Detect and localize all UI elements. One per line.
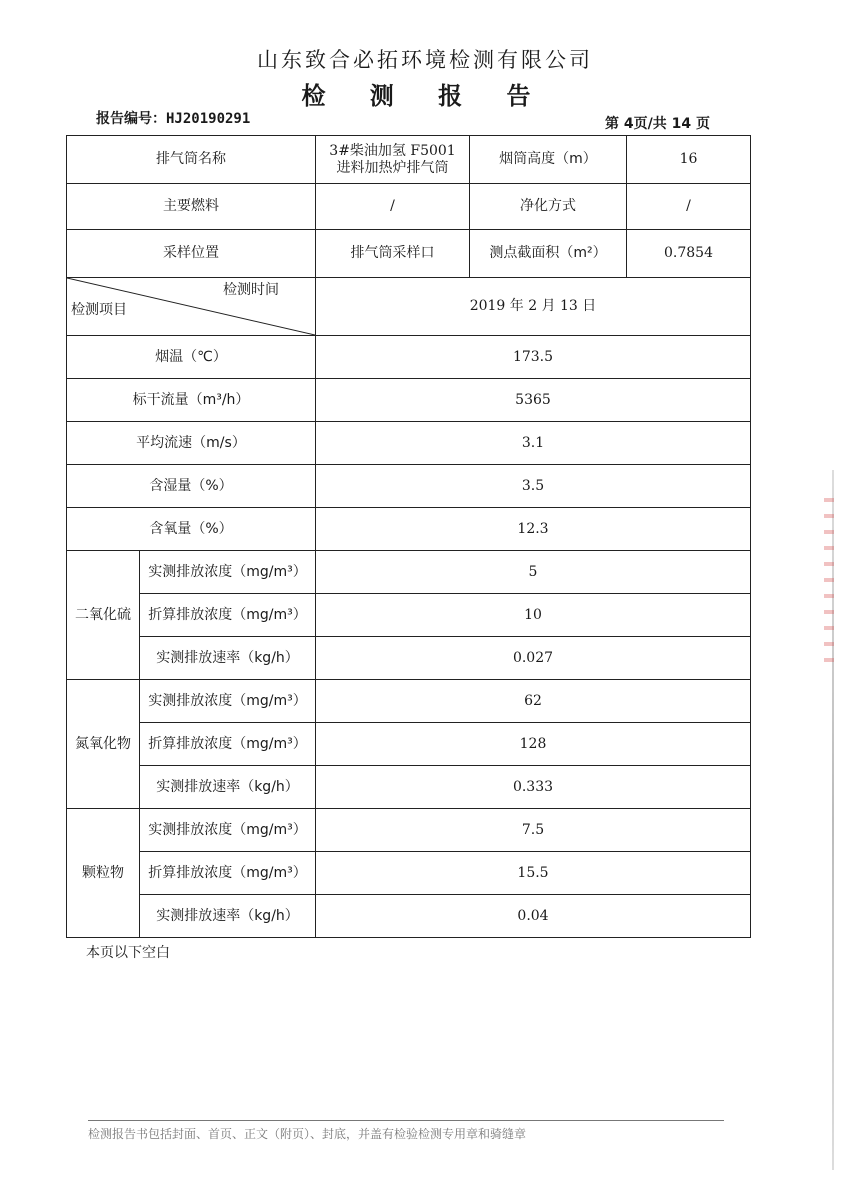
seal-mark — [824, 498, 834, 668]
fuel-row — [67, 184, 751, 230]
measure-label: 折算排放浓度（mg/m³） — [140, 594, 316, 637]
sampling-value: 排气筒采样口 — [316, 230, 470, 278]
pollutant-row — [67, 723, 751, 766]
purification-value: / — [627, 184, 751, 230]
stack-name-label: 排气筒名称 — [67, 136, 316, 184]
param-value: 12.3 — [316, 508, 751, 551]
sampling-label: 采样位置 — [67, 230, 316, 278]
measure-value: 15.5 — [316, 852, 751, 895]
purification-label: 净化方式 — [470, 184, 627, 230]
stack-height-label: 烟筒高度（m） — [470, 136, 627, 184]
measure-label: 实测排放浓度（mg/m³） — [140, 680, 316, 723]
item-header-label: 检测项目 — [71, 302, 127, 318]
sampling-row — [67, 230, 751, 278]
test-date: 2019 年 2 月 13 日 — [316, 278, 751, 336]
param-label: 含湿量（%） — [67, 465, 316, 508]
param-value: 3.1 — [316, 422, 751, 465]
diagonal-header-cell — [67, 278, 316, 336]
report-title: 检 测 报 告 — [301, 82, 549, 110]
footer-note: 检测报告书包括封面、首页、正文（附页）、封底，并盖有检验检测专用章和骑缝章 — [88, 1127, 527, 1141]
measure-value: 0.027 — [316, 637, 751, 680]
time-header-label: 检测时间 — [223, 282, 279, 298]
pollutant-row — [67, 852, 751, 895]
measure-value: 128 — [316, 723, 751, 766]
area-value: 0.7854 — [627, 230, 751, 278]
test-results-table — [66, 135, 751, 938]
stack-name-line-1: 3#柴油加氢 F5001 — [329, 142, 456, 159]
pollutant-row — [67, 680, 751, 723]
measure-label: 实测排放速率（kg/h） — [140, 895, 316, 938]
param-label: 平均流速（m/s） — [67, 422, 316, 465]
company-name: 山东致合必拓环境检测有限公司 — [257, 48, 593, 72]
measure-label: 实测排放浓度（mg/m³） — [140, 809, 316, 852]
pollutant-name: 颗粒物 — [67, 809, 140, 938]
measure-label: 实测排放浓度（mg/m³） — [140, 551, 316, 594]
param-value: 5365 — [316, 379, 751, 422]
measure-value: 0.333 — [316, 766, 751, 809]
measure-value: 5 — [316, 551, 751, 594]
measure-label: 折算排放浓度（mg/m³） — [140, 723, 316, 766]
param-label: 标干流量（m³/h） — [67, 379, 316, 422]
footer-divider — [88, 1120, 724, 1121]
param-row — [67, 508, 751, 551]
area-label: 测点截面积（m²） — [470, 230, 627, 278]
measure-value: 62 — [316, 680, 751, 723]
fuel-label: 主要燃料 — [67, 184, 316, 230]
param-label: 烟温（℃） — [67, 336, 316, 379]
pollutant-row — [67, 895, 751, 938]
pollutant-row — [67, 637, 751, 680]
pollutant-name: 氮氧化物 — [67, 680, 140, 809]
pollutant-name: 二氧化硫 — [67, 551, 140, 680]
measure-label: 实测排放速率（kg/h） — [140, 766, 316, 809]
measure-value: 10 — [316, 594, 751, 637]
param-row — [67, 465, 751, 508]
report-number: 报告编号：HJ20190291 — [96, 111, 251, 127]
stack-height-value: 16 — [627, 136, 751, 184]
fuel-value: / — [316, 184, 470, 230]
measure-value: 7.5 — [316, 809, 751, 852]
pollutant-row — [67, 766, 751, 809]
measure-value: 0.04 — [316, 895, 751, 938]
page-indicator: 第 4页/共 14 页 — [605, 116, 710, 132]
pollutant-row — [67, 809, 751, 852]
param-row — [67, 336, 751, 379]
pollutant-row — [67, 551, 751, 594]
pollutant-row — [67, 594, 751, 637]
blank-page-note: 本页以下空白 — [86, 945, 170, 961]
stack-name-value — [316, 136, 470, 184]
param-row — [67, 379, 751, 422]
header-row — [67, 278, 751, 336]
param-value: 3.5 — [316, 465, 751, 508]
param-label: 含氧量（%） — [67, 508, 316, 551]
measure-label: 折算排放浓度（mg/m³） — [140, 852, 316, 895]
measure-label: 实测排放速率（kg/h） — [140, 637, 316, 680]
stack-info-row — [67, 136, 751, 184]
stack-name-line-2: 进料加热炉排气筒 — [336, 159, 449, 176]
param-value: 173.5 — [316, 336, 751, 379]
param-row — [67, 422, 751, 465]
